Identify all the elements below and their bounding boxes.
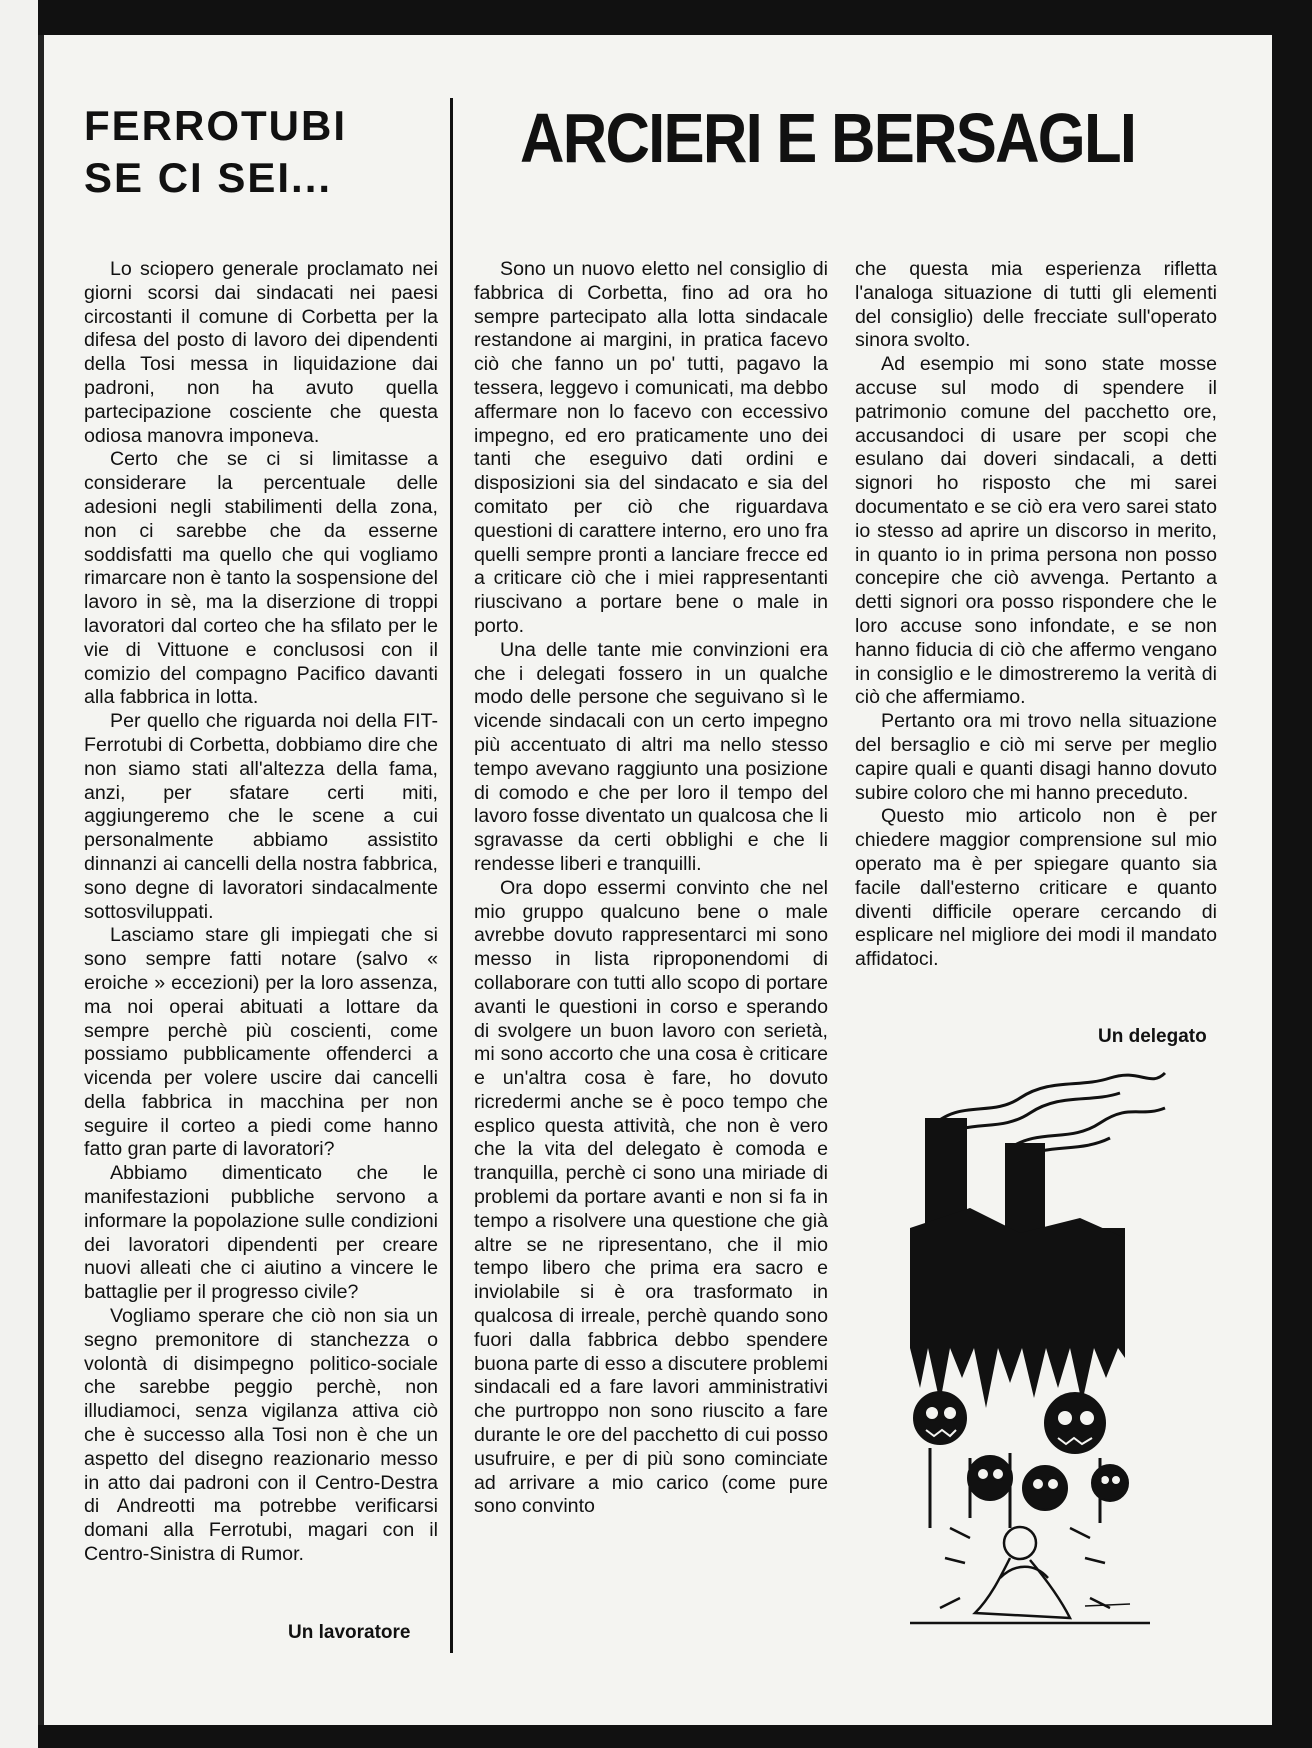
right-article-column-2 — [855, 258, 1217, 972]
paragraph: Certo che se ci si limitasse a considerare la percentuale delle adesioni negli stabilimenti della zona, non ci sarebbe che da esserne soddisfatti ma quello che qui vogliamo rimarcare non è tanto la sospensione del lavoro in sè, ma la diserzione di troppi lavoratori dal corteo che ha sfilato per le vie di Vittuone e conclusosi con il comizio del compagno Pacifico davanti alla fabbrica in lotta. — [84, 448, 438, 709]
paragraph: Lo sciopero generale proclamato nei giorni scorsi dai sindacati nei paesi circostanti il comune di Corbetta per la difesa del posto di lavoro dei dipendenti della Tosi messa in liquidazione dai padroni, non ha avuto quella partecipazione cosciente che questa odiosa manovra imponeva. — [84, 258, 438, 447]
paragraph: Pertanto ora mi trovo nella situazione del bersaglio e ciò mi serve per meglio capire quali e quanti disagi hanno dovuto subire coloro che mi hanno preceduto. — [855, 710, 1217, 804]
headline-line-2: SE CI SEI... — [84, 154, 333, 201]
paragraph: Vogliamo sperare che ciò non sia un segno premonitore di stanchezza o volontà di disimpegno politico-sociale che sarebbe peggio perchè, non illudiamoci, senza vigilanza attiva ciò che è successo alla Tosi non è che un aspetto del disegno reazionario messo in atto dai padroni con il Centro-Destra di Andreotti ma potrebbe verificarsi domani alla Ferrotubi, magari con il Centro-Sinistra di Rumor. — [84, 1305, 438, 1566]
paragraph: Per quello che riguarda noi della FIT-Ferrotubi di Corbetta, dobbiamo dire che non siamo stati all'altezza della fama, anzi, per sfatare certi miti, aggiungeremo che le scene a cui personalmente abbiamo assistito dinnanzi ai cancelli della nostra fabbrica, sono degne di lavoratori sindacalmente sottosviluppati. — [84, 710, 438, 923]
right-article-signature: Un delegato — [1098, 1026, 1207, 1047]
paragraph: Ad esempio mi sono state mosse accuse sul modo di spendere il patrimonio comune del pacchetto ore, accusandoci di usare per scopi che esulano dai doveri sindacali, a detti signori ho risposto che mi sarei documentato e se ciò era vero sarei stato io stesso ad aprire un discorso in merito, in quanto io in prima persona non posso concepire che ciò avvenga. Pertanto a detti signori ora posso rispondere che le loro accuse sono infondate, e se non hanno fiducia di ciò che affermo vengano in consiglio e le dimostreremo la verità di ciò che affermiamo. — [855, 353, 1217, 709]
skulls-drawing — [914, 1392, 1128, 1528]
facing-page-edge — [0, 0, 38, 1748]
right-article-column-1 — [474, 258, 828, 1519]
paragraph: che questa mia esperienza rifletta l'analoga situazione di tutti gli elementi del consiglio) delle frecciate sull'operato sinora svolto. — [855, 258, 1217, 352]
column-divider — [450, 98, 453, 1653]
left-article-body — [84, 258, 438, 1567]
headline-line-1: FERROTUBI — [84, 102, 347, 149]
paragraph: Abbiamo dimenticato che le manifestazioni pubbliche servono a informare la popolazione sulle condizioni dei lavoratori dipendenti per creare nuovi alleati che ci aiutino a vincere le battaglie per il progresso civile? — [84, 1162, 438, 1304]
paragraph: Una delle tante mie convinzioni era che i delegati fossero in un qualche modo delle persone che seguivano sì le vicende sindacali con un certo impegno più accentuato di altri ma nello stesso tempo avevano raggiunto una posizione di comodo e che per loro il tempo del lavoro fosse diventato un qualcosa che li sgravasse da certi obblighi e che li rendesse liberi e tranquilli. — [474, 638, 828, 875]
paragraph: Sono un nuovo eletto nel consiglio di fabbrica di Corbetta, fino ad ora ho sempre partecipato alla lotta sindacale restandone ai margini, in pratica facevo ciò che fanno un po' tutti, pagavo la tessera, leggevo i comunicati, ma debbo affermare non lo facevo con eccessivo impegno, ed ero praticamente uno dei tanti che eseguivo dati ordini e disposizioni sia del sindacato e sia del comitato per ciò che riguardava questioni di carattere interno, ero uno fra quelli sempre pronti a lanciare frecce ed a criticare ciò che i miei rappresentanti riuscivano a portare bene o male in porto. — [474, 258, 828, 637]
paragraph: Lasciamo stare gli impiegati che si sono sempre fatti notare (salvo « eroiche » eccezioni) per la loro assenza, ma noi operai abituati a lottare da sempre perchè più coscienti, come possiamo pubblicamente offenderci a vicenda per volere uscire dai cancelli della fabbrica in macchina per non seguire il corteo a piedi come hanno fatto gran parte di lavoratori? — [84, 924, 438, 1161]
seated-figure-drawing — [910, 1527, 1150, 1623]
left-article-signature: Un lavoratore — [288, 1622, 411, 1643]
paragraph: Ora dopo essermi convinto che nel mio gruppo qualcuno bene o male avrebbe dovuto rappresentarci mi sono messo in lista riproponendomi di collaborare con tutti allo scopo di portare avanti le questioni in corso e sperando di svolgere un buon lavoro con serietà, mi sono accorto che una cosa è criticare e un'altra cosa è fare, ho dovuto ricredermi anche se è poco tempo che esplico questa attività, che non è vero che la vita del delegato è comoda e tranquilla, perchè ci sono una miriade di problemi da portare avanti e non si fa in tempo a risolvere una questione che già altre se ne ripresentano, che il mio tempo libero che prima era sacro e inviolabile si è ora trasformato in qualcosa di irreale, perchè quando sono fuori dalla fabbrica debbo spendere buona parte di esso a discutere problemi sindacali ed a fare lavori amministrativi che purtroppo non sono riuscito a fare durante le ore del pacchetto di cui posso usufruire, e per di più sono cominciate ad arrivare a mio carico (come pure sono convinto — [474, 876, 828, 1518]
left-article-headline — [84, 100, 424, 204]
factory-skull-illustration — [870, 1058, 1170, 1636]
factory-drawing — [910, 1118, 1125, 1408]
right-article-headline: ARCIERI E BERSAGLI — [520, 99, 1136, 177]
paragraph: Questo mio articolo non è per chiedere maggior comprensione sul mio operato ma è per spiegare quanto sia facile dall'esterno criticare e quanto diventi difficile operare cercando di esplicare nel migliore dei modi il mandato affidatoci. — [855, 805, 1217, 971]
scan-border — [1272, 0, 1312, 1748]
